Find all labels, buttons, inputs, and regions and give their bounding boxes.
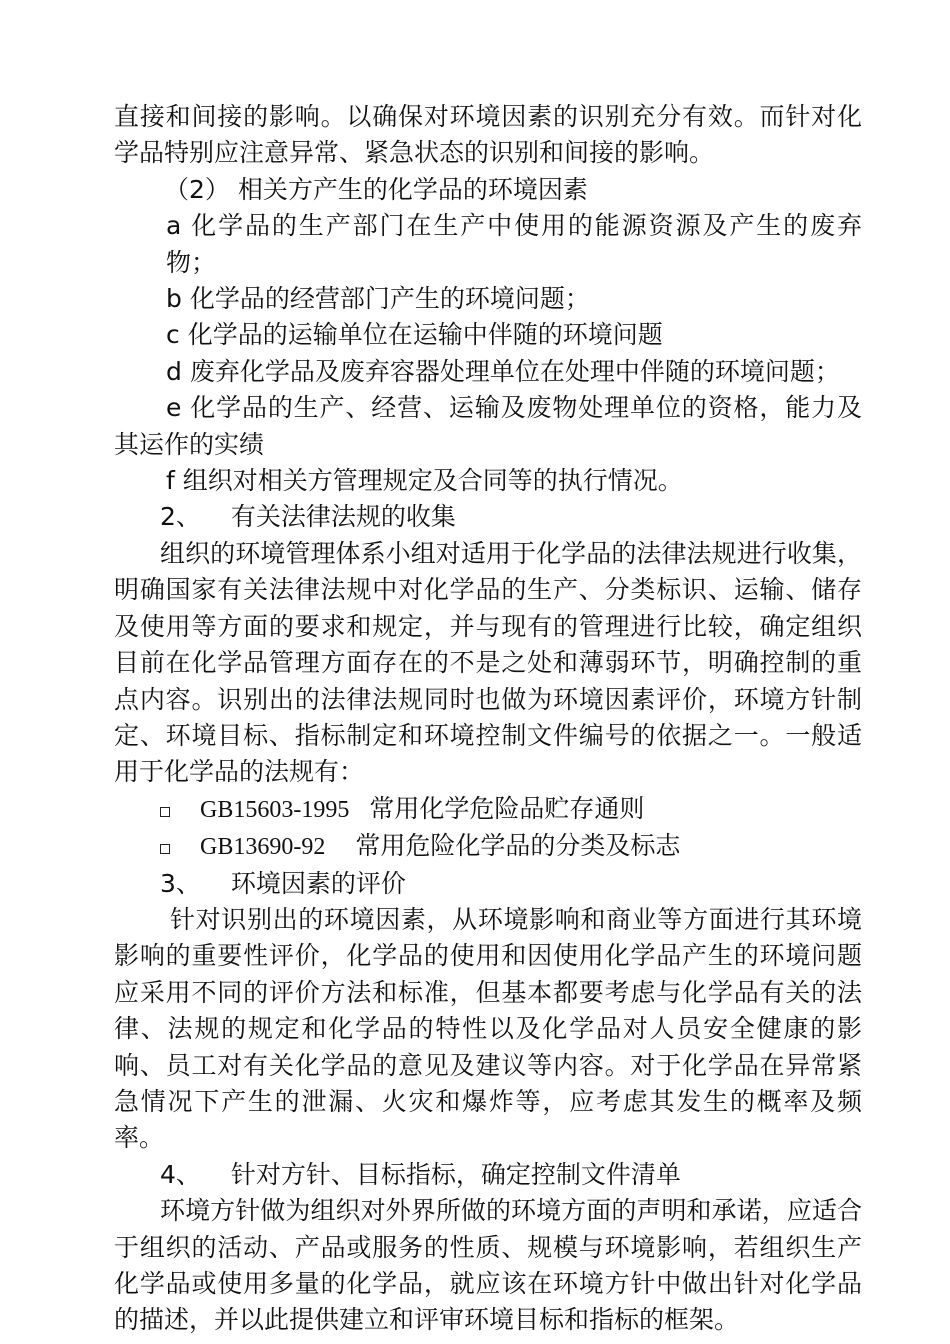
section-title: 有关法律法规的收集 [230, 502, 456, 532]
section-title: 环境因素的评价 [230, 868, 406, 898]
paragraph-evaluation: 针对识别出的环境因素，从环境影响和商业等方面进行其环境影响的重要性评价，化学品的使用和因使用化学品产生的环境问题应采用不同的评价方法和标准，但基本都要考虑与化学品有关的法律、法规的规定和化学品的特性以及化学品对人员安全健康的影响、员工对有关化学品的意见及建议等内容。对于化学品在异常紧急情况下产生的泄漏、火灾和爆炸等，应考虑其发生的概率及频率。 [114, 904, 862, 1153]
section-number: 3、 [160, 868, 201, 898]
section-heading-4 [114, 1157, 862, 1193]
paragraph-intro-continued: 直接和间接的影响。以确保对环境因素的识别充分有效。而针对化学品特别应注意异常、紧急状态的识别和间接的影响。 [114, 102, 862, 168]
law-title: 常用危险化学品的分类及标志 [355, 831, 681, 861]
list-item-a: a 化学品的生产部门在生产中使用的能源资源及产生的废弃物； [166, 211, 862, 277]
law-code: GB13690-92 [200, 834, 326, 861]
list-item-e: e 化学品的生产、经营、运输及废物处理单位的资格，能力及其运作的实绩 [114, 393, 862, 459]
document-body [114, 99, 862, 1339]
paragraph-legal-collection: 组织的环境管理体系小组对适用于化学品的法律法规进行收集，明确国家有关法律法规中对化学品的生产、分类标识、运输、储存及使用等方面的要求和规定，并与现有的管理进行比较，确定组织目前在化学品管理方面存在的不是之处和薄弱环节，明确控制的重点内容。识别出的法律法规同时也做为环境因素评价，环境方针制定、环境目标、指标制定和环境控制文件编号的依据之一。一般适用于化学品的法规有： [114, 538, 862, 787]
law-list-item [114, 828, 862, 865]
list-item-f: f 组织对相关方管理规定及合同等的执行情况。 [166, 466, 683, 496]
square-bullet-icon [160, 844, 170, 854]
list-item-c: c 化学品的运输单位在运输中伴随的环境问题 [166, 320, 663, 350]
section-number: 4、 [160, 1159, 201, 1189]
square-bullet-icon [160, 807, 170, 817]
section-title: 针对方针、目标指标，确定控制文件清单 [230, 1159, 681, 1189]
list-item-d: d 废弃化学品及废弃容器处理单位在处理中伴随的环境问题； [166, 356, 840, 386]
law-code: GB15603-1995 [200, 796, 350, 823]
section-number: 2、 [160, 502, 201, 532]
law-title: 常用化学危险品贮存通则 [369, 793, 645, 823]
subheading-related-parties: （2） 相关方产生的化学品的环境因素 [164, 174, 588, 204]
section-heading-3 [114, 866, 862, 902]
list-item-b: b 化学品的经营部门产生的环境问题； [166, 284, 590, 314]
paragraph-policy: 环境方针做为组织对外界所做的环境方面的声明和承诺，应适合于组织的活动、产品或服务的性质、规模与环境影响，若组织生产化学品或使用多量的化学品，就应该在环境方针中做出针对化学品的描述，并以此提供建立和评审环境目标和指标的框架。 [114, 1196, 862, 1335]
law-list-item [114, 791, 862, 828]
section-heading-2 [114, 499, 862, 535]
